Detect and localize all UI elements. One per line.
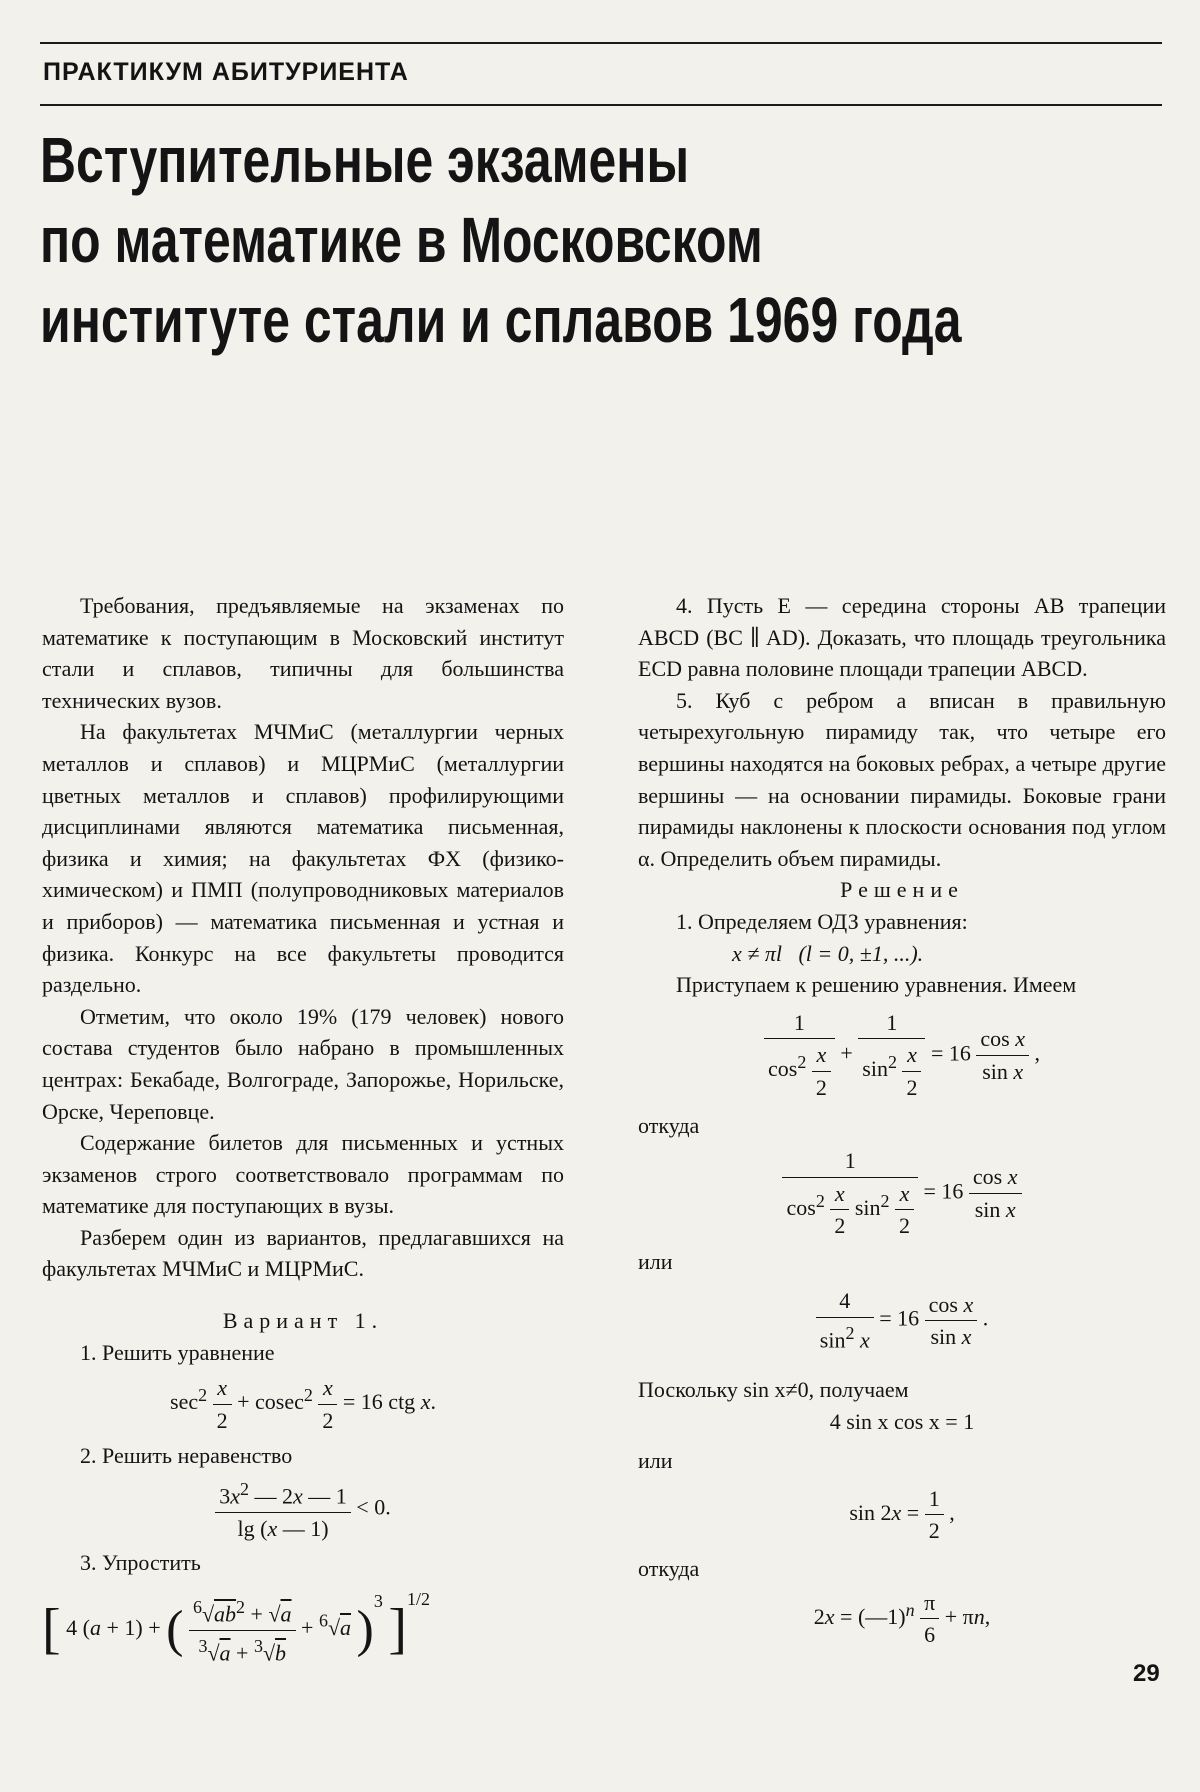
title-line-3: институте стали и сплавов 1969 года	[40, 284, 962, 356]
solution-heading: Решение	[840, 877, 964, 903]
task-2-inequality: $\frac{3x^2 — 2x — 1}{\lg (x — 1)}$ < 0.	[42, 1474, 564, 1545]
variant-intro-paragraph: Разберем один из вариантов, предлагавшихся на факультетах МЧМиС и МЦРМиС.	[42, 1224, 564, 1282]
title-line-1: Вступительные экзамены	[40, 124, 690, 196]
article-title	[40, 120, 961, 360]
top-rule	[40, 42, 1162, 44]
task-2-label: 2. Решить неравенство	[80, 1443, 293, 1469]
task-3-label: 3. Упростить	[80, 1549, 201, 1575]
solution-step-2: Приступаем к решению уравнения. Имеем	[676, 972, 1077, 998]
task-3-expression: [ 4 (a + 1) + ( $\frac{^6√ab^2 + √a}{^3√a + ^3√b}$ + $^6$√a )$^3$ ]$^{1/2}$	[42, 1589, 431, 1665]
equation-3: $\frac{4}{\sin^2 x}$ = 16 $\frac{\text{cos x}}{\text{sin x}}$ .	[638, 1285, 1166, 1356]
right-column	[638, 590, 1166, 1653]
otkuda-2: откуда	[638, 1555, 700, 1581]
equation-4: 4 sin x cos x = 1	[829, 1408, 975, 1434]
header-rule	[40, 104, 1162, 106]
equation-6: 2x = (—1)$^n$ $\frac{\pi}{6}$ + πn,	[638, 1587, 1166, 1651]
equation-5: sin 2x = $\frac{1}{2}$ ,	[638, 1483, 1166, 1547]
ili-1: или	[638, 1248, 673, 1274]
task-4-text: 4. Пусть E — середина стороны AB трапеции ABCD (BC ∥ AD). Доказать, что площадь треугольника ECD равна половине площади трапеции ABCD.	[638, 593, 1166, 682]
otkuda-1: откуда	[638, 1112, 700, 1138]
title-line-2: по математике в Московском	[40, 204, 763, 276]
statistics-paragraph: Отметим, что около 19% (179 человек) нового состава студентов было набрано в промышленных центрах: Бекабаде, Волгограде, Запорожье, Норильске, Орске, Череповце.	[42, 1003, 564, 1124]
intro-paragraph: Требования, предъявляемые на экзаменах по математике к поступающим в Московский институт стали и сплавов, типичны для большинства технических вузов.	[42, 593, 564, 713]
domain-condition: x ≠ πl (l = 0, ±1, ...).	[732, 940, 924, 966]
ili-2: или	[638, 1448, 673, 1474]
solution-step-1: 1. Определяем ОДЗ уравнения:	[676, 908, 968, 934]
equation-2: 1 $\cos^2$ $\frac{x}{2}$ $\sin^2$ $\frac{x}{2}$ = 16 $\frac{\text{cos x}}{\text{sin x}}$	[638, 1145, 1166, 1242]
variant-heading: Вариант 1.	[222, 1308, 384, 1334]
task-5-text: 5. Куб с ребром a вписан в правильную четырехугольную пирамиду так, что четыре его вершины находятся на боковых ребрах, а четыре другие вершины — на основании пирамиды. Боковые грани пирамиды наклонены к плоскости основания под углом α. Определить объем пирамиды.	[638, 687, 1166, 871]
faculties-paragraph: На факультетах МЧМиС (металлургии черных металлов и сплавов) и МЦРМиС (металлургии цветных металлов и сплавов) профилирующими дисциплинами являются математика письменная, физика и химия; на факультетах ФХ (физико-химическом) и ПМП (полупроводниковых материалов и приборов) — математика письменная и устная и физика. Конкурс на все факультеты проводится раздельно.	[42, 719, 564, 998]
page-number: 29	[1133, 1660, 1160, 1687]
equation-1: 1 $\cos^2$ $\frac{x}{2}$ + 1 $\sin^2$ $\frac{x}{2}$ = 16 $\frac{\text{cos x}}{\text{sin x}}$ ,	[638, 1007, 1166, 1104]
poskolku-line: Поскольку sin x≠0, получаем	[638, 1376, 909, 1402]
section-label: ПРАКТИКУМ АБИТУРИЕНТА	[43, 58, 409, 86]
task-1-label: 1. Решить уравнение	[80, 1339, 275, 1365]
task-1-equation: $\sec^2$ $\frac{x}{2}$ + cosec$^2$ $\frac{x}{2}$ = 16 ctg x.	[42, 1372, 564, 1436]
left-column	[42, 590, 564, 1669]
content-paragraph: Содержание билетов для письменных и устных экзаменов строго соответствовало программам по математике для поступающих в вузы.	[42, 1130, 564, 1219]
